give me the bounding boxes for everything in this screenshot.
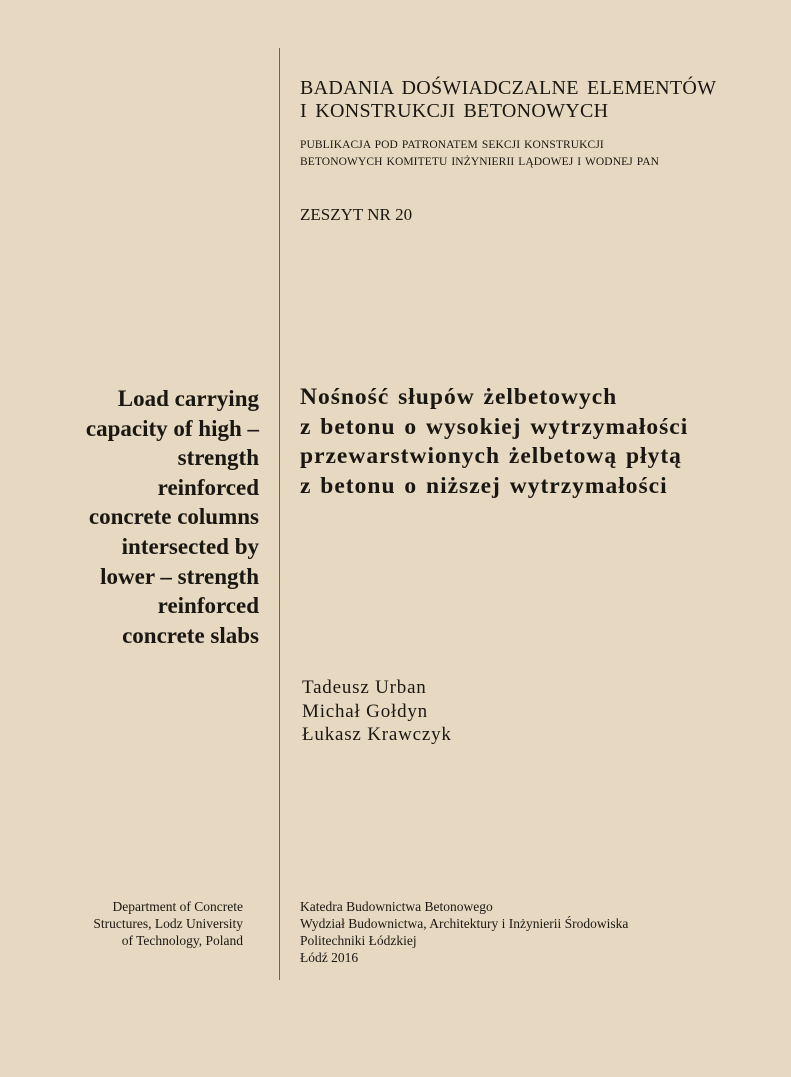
author-name: Michał Gołdyn bbox=[302, 700, 428, 722]
english-title-line: intersected by bbox=[121, 533, 259, 559]
english-title-line: capacity of high – bbox=[85, 415, 259, 441]
patronage-line: PUBLIKACJA POD PATRONATEM SEKCJI KONSTRUKCJI bbox=[300, 139, 604, 151]
english-title-line: Load carrying bbox=[117, 386, 259, 411]
series-title-line: BADANIA DOŚWIADCZALNE ELEMENTÓW bbox=[300, 77, 717, 99]
vertical-divider bbox=[279, 48, 280, 980]
english-title-line: concrete slabs bbox=[122, 622, 259, 648]
polish-title-line: z betonu o niższej wytrzymałości bbox=[300, 472, 668, 499]
publication-place-year: Łódź 2016 bbox=[300, 950, 359, 965]
department-polish bbox=[300, 898, 770, 966]
department-english-line: Structures, Lodz University bbox=[93, 916, 243, 931]
english-title bbox=[40, 384, 259, 650]
department-polish-line: Wydział Budownictwa, Architektury i Inżynierii Środowiska bbox=[300, 916, 629, 931]
polish-title-line: Nośność słupów żelbetowych bbox=[300, 384, 618, 410]
department-polish-line: Politechniki Łódzkiej bbox=[300, 933, 417, 948]
department-english-line: of Technology, Poland bbox=[121, 933, 243, 948]
polish-title-line: z betonu o wysokiej wytrzymałości bbox=[300, 413, 689, 440]
department-english bbox=[40, 898, 243, 949]
english-title-line: lower – strength bbox=[100, 563, 259, 589]
polish-title bbox=[300, 383, 780, 501]
polish-title-line: przewarstwionych żelbetową płytą bbox=[300, 443, 682, 470]
english-title-line: strength bbox=[177, 445, 259, 471]
series-title bbox=[300, 77, 770, 123]
author-name: Tadeusz Urban bbox=[302, 677, 427, 698]
department-polish-line: Katedra Budownictwa Betonowego bbox=[300, 899, 493, 914]
patronage-note bbox=[300, 137, 770, 171]
author-list bbox=[302, 676, 452, 747]
english-title-line: reinforced bbox=[157, 593, 259, 619]
patronage-line: BETONOWYCH KOMITETU INŻYNIERII LĄDOWEJ I WODNEJ PAN bbox=[300, 156, 660, 168]
issue-number: ZESZYT NR 20 bbox=[300, 205, 413, 224]
author-name: Łukasz Krawczyk bbox=[302, 724, 452, 745]
department-english-line: Department of Concrete bbox=[112, 899, 243, 914]
series-title-line: I KONSTRUKCJI BETONOWYCH bbox=[300, 100, 609, 122]
english-title-line: reinforced bbox=[157, 474, 259, 500]
english-title-line: concrete columns bbox=[88, 504, 259, 530]
